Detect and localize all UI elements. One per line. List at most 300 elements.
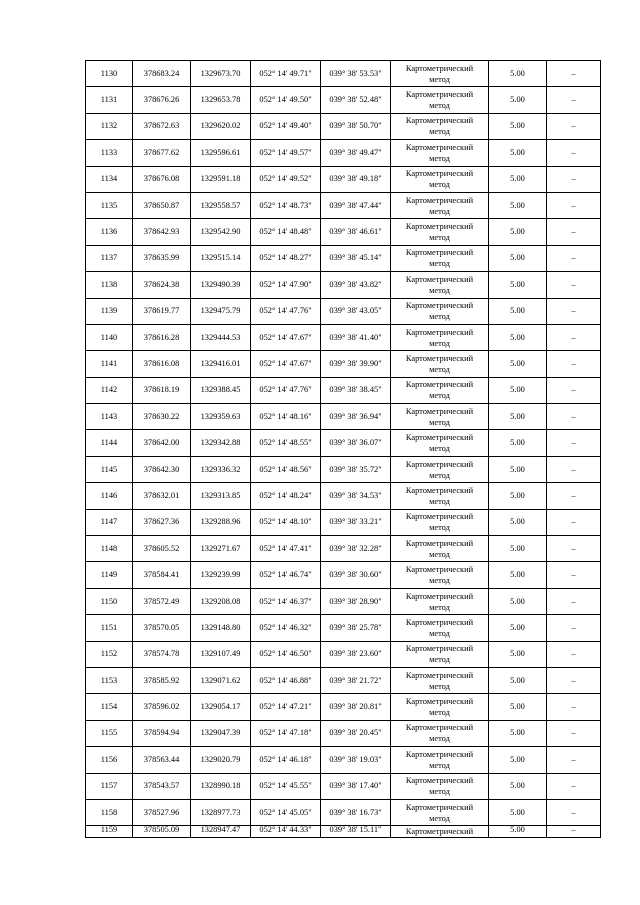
latitude-cell: 052° 14' 49.52"	[251, 166, 321, 192]
x-coordinate-cell: 378584.41	[133, 562, 191, 588]
point-number-cell: 1157	[86, 773, 133, 799]
point-number-cell: 1156	[86, 747, 133, 773]
method-label-line1: Картометрический	[405, 802, 474, 812]
method-label-line1: Картометрический	[405, 459, 474, 469]
method-label-line1: Картометрический	[405, 723, 474, 733]
y-coordinate-cell: 1329653.78	[191, 87, 251, 113]
x-coordinate-cell: 378672.63	[133, 113, 191, 139]
table-row	[86, 615, 601, 641]
method-cell	[391, 799, 489, 825]
note-cell: –	[547, 456, 601, 482]
method-cell	[391, 641, 489, 667]
x-coordinate-cell: 378618.19	[133, 377, 191, 403]
table-row	[86, 509, 601, 535]
note-cell: –	[547, 272, 601, 298]
accuracy-cell: 5.00	[489, 667, 547, 693]
y-coordinate-cell: 1329359.63	[191, 404, 251, 430]
table-row	[86, 562, 601, 588]
method-label-line1: Картометрический	[405, 90, 474, 100]
y-coordinate-cell: 1329208.08	[191, 588, 251, 614]
method-label-line1: Картометрический	[405, 63, 474, 73]
method-label-line1: Картометрический	[405, 749, 474, 759]
accuracy-cell: 5.00	[489, 351, 547, 377]
method-cell	[391, 747, 489, 773]
latitude-cell: 052° 14' 48.24"	[251, 483, 321, 509]
note-cell: –	[547, 87, 601, 113]
table-row	[86, 456, 601, 482]
y-coordinate-cell: 1329620.02	[191, 113, 251, 139]
note-cell: –	[547, 351, 601, 377]
method-cell	[391, 509, 489, 535]
method-label-line2: метод	[429, 101, 450, 111]
longitude-cell: 039° 38' 39.90"	[321, 351, 391, 377]
accuracy-cell: 5.00	[489, 298, 547, 324]
latitude-cell: 052° 14' 47.90"	[251, 272, 321, 298]
point-number-cell: 1147	[86, 509, 133, 535]
y-coordinate-cell: 1329388.45	[191, 377, 251, 403]
point-number-cell: 1131	[86, 87, 133, 113]
point-number-cell: 1132	[86, 113, 133, 139]
table-row	[86, 272, 601, 298]
y-coordinate-cell: 1329271.67	[191, 536, 251, 562]
x-coordinate-cell: 378677.62	[133, 140, 191, 166]
latitude-cell: 052° 14' 46.50"	[251, 641, 321, 667]
latitude-cell: 052° 14' 47.67"	[251, 351, 321, 377]
accuracy-cell: 5.00	[489, 377, 547, 403]
table-row	[86, 667, 601, 693]
method-cell	[391, 667, 489, 693]
point-number-cell: 1141	[86, 351, 133, 377]
method-label-line2: метод	[429, 259, 450, 269]
longitude-cell: 039° 38' 30.60"	[321, 562, 391, 588]
method-label-line1: Картометрический	[405, 327, 474, 337]
table-row	[86, 404, 601, 430]
longitude-cell: 039° 38' 28.90"	[321, 588, 391, 614]
latitude-cell: 052° 14' 45.55"	[251, 773, 321, 799]
y-coordinate-cell: 1329542.90	[191, 219, 251, 245]
method-label-line1: Картометрический	[405, 617, 474, 627]
method-label-line1: Картометрический	[405, 591, 474, 601]
accuracy-cell: 5.00	[489, 483, 547, 509]
method-label-line2: метод	[429, 206, 450, 216]
table-row	[86, 773, 601, 799]
method-label-line2: метод	[429, 470, 450, 480]
table-row	[86, 377, 601, 403]
table-row	[86, 61, 601, 87]
note-cell: –	[547, 641, 601, 667]
table-row	[86, 536, 601, 562]
point-number-cell: 1158	[86, 799, 133, 825]
point-number-cell: 1153	[86, 667, 133, 693]
table-row	[86, 351, 601, 377]
longitude-cell: 039° 38' 47.44"	[321, 192, 391, 218]
method-label-line1: Картометрический	[405, 195, 474, 205]
latitude-cell: 052° 14' 49.40"	[251, 113, 321, 139]
y-coordinate-cell: 1329313.85	[191, 483, 251, 509]
x-coordinate-cell: 378572.49	[133, 588, 191, 614]
method-cell	[391, 219, 489, 245]
method-cell	[391, 351, 489, 377]
accuracy-cell: 5.00	[489, 615, 547, 641]
note-cell: –	[547, 694, 601, 720]
note-cell: –	[547, 377, 601, 403]
note-cell: –	[547, 245, 601, 271]
x-coordinate-cell: 378676.08	[133, 166, 191, 192]
longitude-cell: 039° 38' 21.72"	[321, 667, 391, 693]
point-number-cell: 1151	[86, 615, 133, 641]
method-label-line1: Картометрический	[405, 274, 474, 284]
accuracy-cell: 5.00	[489, 166, 547, 192]
y-coordinate-cell: 1329342.88	[191, 430, 251, 456]
point-number-cell: 1136	[86, 219, 133, 245]
method-cell	[391, 456, 489, 482]
longitude-cell: 039° 38' 33.21"	[321, 509, 391, 535]
longitude-cell: 039° 38' 38.45"	[321, 377, 391, 403]
latitude-cell: 052° 14' 48.55"	[251, 430, 321, 456]
latitude-cell: 052° 14' 47.67"	[251, 324, 321, 350]
longitude-cell: 039° 38' 41.40"	[321, 324, 391, 350]
note-cell: –	[547, 430, 601, 456]
method-label-line1: Картометрический	[405, 565, 474, 575]
x-coordinate-cell: 378619.77	[133, 298, 191, 324]
method-cell	[391, 562, 489, 588]
method-label-line2: метод	[429, 628, 450, 638]
note-cell: –	[547, 667, 601, 693]
note-cell: –	[547, 140, 601, 166]
x-coordinate-cell: 378616.08	[133, 351, 191, 377]
method-label-line1: Картометрический	[405, 827, 474, 837]
x-coordinate-cell: 378632.01	[133, 483, 191, 509]
method-label-line2: метод	[429, 312, 450, 322]
latitude-cell: 052° 14' 46.32"	[251, 615, 321, 641]
latitude-cell: 052° 14' 46.37"	[251, 588, 321, 614]
method-label-line1: Картометрический	[405, 433, 474, 443]
x-coordinate-cell: 378642.93	[133, 219, 191, 245]
y-coordinate-cell: 1329020.79	[191, 747, 251, 773]
table-row	[86, 430, 601, 456]
table-row	[86, 826, 601, 838]
method-cell	[391, 140, 489, 166]
x-coordinate-cell: 378585.92	[133, 667, 191, 693]
latitude-cell: 052° 14' 48.27"	[251, 245, 321, 271]
accuracy-cell: 5.00	[489, 61, 547, 87]
accuracy-cell: 5.00	[489, 747, 547, 773]
longitude-cell: 039° 38' 45.14"	[321, 245, 391, 271]
method-label-line1: Картометрический	[405, 644, 474, 654]
accuracy-cell: 5.00	[489, 245, 547, 271]
method-label-line2: метод	[429, 153, 450, 163]
table-row	[86, 324, 601, 350]
longitude-cell: 039° 38' 50.70"	[321, 113, 391, 139]
table-row	[86, 799, 601, 825]
accuracy-cell: 5.00	[489, 773, 547, 799]
accuracy-cell: 5.00	[489, 536, 547, 562]
latitude-cell: 052° 14' 49.50"	[251, 87, 321, 113]
accuracy-cell: 5.00	[489, 140, 547, 166]
table-row	[86, 219, 601, 245]
longitude-cell: 039° 38' 15.11"	[321, 826, 391, 838]
accuracy-cell: 5.00	[489, 720, 547, 746]
method-label-line2: метод	[429, 285, 450, 295]
point-number-cell: 1134	[86, 166, 133, 192]
x-coordinate-cell: 378650.87	[133, 192, 191, 218]
longitude-cell: 039° 38' 20.81"	[321, 694, 391, 720]
method-cell	[391, 404, 489, 430]
y-coordinate-cell: 1329558.57	[191, 192, 251, 218]
point-number-cell: 1143	[86, 404, 133, 430]
method-cell	[391, 588, 489, 614]
y-coordinate-cell: 1329490.39	[191, 272, 251, 298]
accuracy-cell: 5.00	[489, 404, 547, 430]
accuracy-cell: 5.00	[489, 562, 547, 588]
point-number-cell: 1138	[86, 272, 133, 298]
table-row	[86, 245, 601, 271]
latitude-cell: 052° 14' 44.33"	[251, 826, 321, 838]
method-cell	[391, 87, 489, 113]
method-cell	[391, 324, 489, 350]
method-label-line2: метод	[429, 681, 450, 691]
method-label-line2: метод	[429, 602, 450, 612]
method-cell	[391, 61, 489, 87]
latitude-cell: 052° 14' 47.21"	[251, 694, 321, 720]
accuracy-cell: 5.00	[489, 430, 547, 456]
accuracy-cell: 5.00	[489, 324, 547, 350]
note-cell: –	[547, 404, 601, 430]
x-coordinate-cell: 378594.94	[133, 720, 191, 746]
latitude-cell: 052° 14' 47.76"	[251, 377, 321, 403]
y-coordinate-cell: 1329416.01	[191, 351, 251, 377]
note-cell: –	[547, 113, 601, 139]
longitude-cell: 039° 38' 20.45"	[321, 720, 391, 746]
x-coordinate-cell: 378642.30	[133, 456, 191, 482]
y-coordinate-cell: 1329515.14	[191, 245, 251, 271]
latitude-cell: 052° 14' 46.88"	[251, 667, 321, 693]
note-cell: –	[547, 562, 601, 588]
longitude-cell: 039° 38' 46.61"	[321, 219, 391, 245]
latitude-cell: 052° 14' 47.41"	[251, 536, 321, 562]
method-cell	[391, 483, 489, 509]
method-label-line1: Картометрический	[405, 538, 474, 548]
x-coordinate-cell: 378627.36	[133, 509, 191, 535]
latitude-cell: 052° 14' 49.57"	[251, 140, 321, 166]
method-label-line1: Картометрический	[405, 380, 474, 390]
note-cell: –	[547, 536, 601, 562]
x-coordinate-cell: 378683.24	[133, 61, 191, 87]
latitude-cell: 052° 14' 45.05"	[251, 799, 321, 825]
accuracy-cell: 5.00	[489, 87, 547, 113]
latitude-cell: 052° 14' 47.76"	[251, 298, 321, 324]
x-coordinate-cell: 378624.38	[133, 272, 191, 298]
x-coordinate-cell: 378527.96	[133, 799, 191, 825]
x-coordinate-cell: 378616.28	[133, 324, 191, 350]
point-number-cell: 1146	[86, 483, 133, 509]
x-coordinate-cell: 378563.44	[133, 747, 191, 773]
method-cell	[391, 430, 489, 456]
point-number-cell: 1135	[86, 192, 133, 218]
latitude-cell: 052° 14' 48.56"	[251, 456, 321, 482]
longitude-cell: 039° 38' 43.82"	[321, 272, 391, 298]
y-coordinate-cell: 1329596.61	[191, 140, 251, 166]
method-cell	[391, 615, 489, 641]
method-cell	[391, 166, 489, 192]
table-row	[86, 192, 601, 218]
method-label-line1: Картометрический	[405, 353, 474, 363]
point-number-cell: 1140	[86, 324, 133, 350]
method-label-line1: Картометрический	[405, 512, 474, 522]
note-cell: –	[547, 509, 601, 535]
y-coordinate-cell: 1329288.96	[191, 509, 251, 535]
y-coordinate-cell: 1329054.17	[191, 694, 251, 720]
accuracy-cell: 5.00	[489, 272, 547, 298]
point-number-cell: 1154	[86, 694, 133, 720]
point-number-cell: 1142	[86, 377, 133, 403]
point-number-cell: 1150	[86, 588, 133, 614]
note-cell: –	[547, 773, 601, 799]
latitude-cell: 052° 14' 49.71"	[251, 61, 321, 87]
method-cell	[391, 245, 489, 271]
x-coordinate-cell: 378676.26	[133, 87, 191, 113]
point-number-cell: 1130	[86, 61, 133, 87]
note-cell: –	[547, 324, 601, 350]
method-cell	[391, 192, 489, 218]
accuracy-cell: 5.00	[489, 219, 547, 245]
method-label-line2: метод	[429, 760, 450, 770]
note-cell: –	[547, 826, 601, 838]
method-label-line2: метод	[429, 127, 450, 137]
method-label-line2: метод	[429, 74, 450, 84]
y-coordinate-cell: 1329591.18	[191, 166, 251, 192]
longitude-cell: 039° 38' 49.47"	[321, 140, 391, 166]
method-label-line1: Картометрический	[405, 248, 474, 258]
table-row	[86, 298, 601, 324]
longitude-cell: 039° 38' 16.73"	[321, 799, 391, 825]
latitude-cell: 052° 14' 46.18"	[251, 747, 321, 773]
note-cell: –	[547, 192, 601, 218]
method-cell	[391, 694, 489, 720]
accuracy-cell: 5.00	[489, 826, 547, 838]
y-coordinate-cell: 1329047.39	[191, 720, 251, 746]
method-cell	[391, 298, 489, 324]
table-row	[86, 166, 601, 192]
point-number-cell: 1155	[86, 720, 133, 746]
point-number-cell: 1139	[86, 298, 133, 324]
latitude-cell: 052° 14' 47.18"	[251, 720, 321, 746]
method-label-line1: Картометрический	[405, 670, 474, 680]
point-number-cell: 1149	[86, 562, 133, 588]
method-cell	[391, 826, 489, 838]
document-page	[85, 60, 600, 838]
note-cell: –	[547, 588, 601, 614]
latitude-cell: 052° 14' 48.48"	[251, 219, 321, 245]
table-row	[86, 720, 601, 746]
x-coordinate-cell: 378630.22	[133, 404, 191, 430]
method-label-line2: метод	[429, 708, 450, 718]
method-label-line2: метод	[429, 523, 450, 533]
method-label-line1: Картометрический	[405, 406, 474, 416]
table-row	[86, 747, 601, 773]
method-label-line2: метод	[429, 787, 450, 797]
x-coordinate-cell: 378596.02	[133, 694, 191, 720]
accuracy-cell: 5.00	[489, 588, 547, 614]
latitude-cell: 052° 14' 46.74"	[251, 562, 321, 588]
accuracy-cell: 5.00	[489, 456, 547, 482]
longitude-cell: 039° 38' 23.60"	[321, 641, 391, 667]
method-label-line2: метод	[429, 655, 450, 665]
y-coordinate-cell: 1329071.62	[191, 667, 251, 693]
table-row	[86, 588, 601, 614]
longitude-cell: 039° 38' 52.48"	[321, 87, 391, 113]
method-cell	[391, 113, 489, 139]
table-row	[86, 140, 601, 166]
method-cell	[391, 536, 489, 562]
longitude-cell: 039° 38' 53.53"	[321, 61, 391, 87]
table-row	[86, 694, 601, 720]
method-cell	[391, 773, 489, 799]
table-row	[86, 641, 601, 667]
method-label-line2: метод	[429, 364, 450, 374]
x-coordinate-cell: 378642.00	[133, 430, 191, 456]
y-coordinate-cell: 1329444.53	[191, 324, 251, 350]
point-number-cell: 1145	[86, 456, 133, 482]
point-number-cell: 1133	[86, 140, 133, 166]
accuracy-cell: 5.00	[489, 192, 547, 218]
y-coordinate-cell: 1329475.79	[191, 298, 251, 324]
method-label-line1: Картометрический	[405, 169, 474, 179]
longitude-cell: 039° 38' 25.78"	[321, 615, 391, 641]
table-row	[86, 483, 601, 509]
longitude-cell: 039° 38' 17.40"	[321, 773, 391, 799]
method-label-line2: метод	[429, 391, 450, 401]
y-coordinate-cell: 1329336.32	[191, 456, 251, 482]
y-coordinate-cell: 1329148.80	[191, 615, 251, 641]
y-coordinate-cell: 1328990.18	[191, 773, 251, 799]
coordinates-table-body	[86, 61, 601, 838]
method-label-line2: метод	[429, 496, 450, 506]
point-number-cell: 1144	[86, 430, 133, 456]
method-cell	[391, 272, 489, 298]
y-coordinate-cell: 1328947.47	[191, 826, 251, 838]
x-coordinate-cell: 378635.99	[133, 245, 191, 271]
longitude-cell: 039° 38' 34.53"	[321, 483, 391, 509]
point-number-cell: 1137	[86, 245, 133, 271]
note-cell: –	[547, 298, 601, 324]
x-coordinate-cell: 378505.09	[133, 826, 191, 838]
accuracy-cell: 5.00	[489, 799, 547, 825]
note-cell: –	[547, 61, 601, 87]
note-cell: –	[547, 219, 601, 245]
point-number-cell: 1152	[86, 641, 133, 667]
method-label-line2: метод	[429, 813, 450, 823]
point-number-cell: 1159	[86, 826, 133, 838]
note-cell: –	[547, 166, 601, 192]
method-label-line1: Картометрический	[405, 301, 474, 311]
latitude-cell: 052° 14' 48.73"	[251, 192, 321, 218]
x-coordinate-cell: 378570.05	[133, 615, 191, 641]
table-row	[86, 87, 601, 113]
method-cell	[391, 377, 489, 403]
method-label-line1: Картометрический	[405, 776, 474, 786]
latitude-cell: 052° 14' 48.10"	[251, 509, 321, 535]
table-row	[86, 113, 601, 139]
method-label-line1: Картометрический	[405, 142, 474, 152]
accuracy-cell: 5.00	[489, 113, 547, 139]
x-coordinate-cell: 378605.52	[133, 536, 191, 562]
method-label-line2: метод	[429, 576, 450, 586]
note-cell: –	[547, 483, 601, 509]
latitude-cell: 052° 14' 48.16"	[251, 404, 321, 430]
y-coordinate-cell: 1329107.49	[191, 641, 251, 667]
method-label-line2: метод	[429, 233, 450, 243]
